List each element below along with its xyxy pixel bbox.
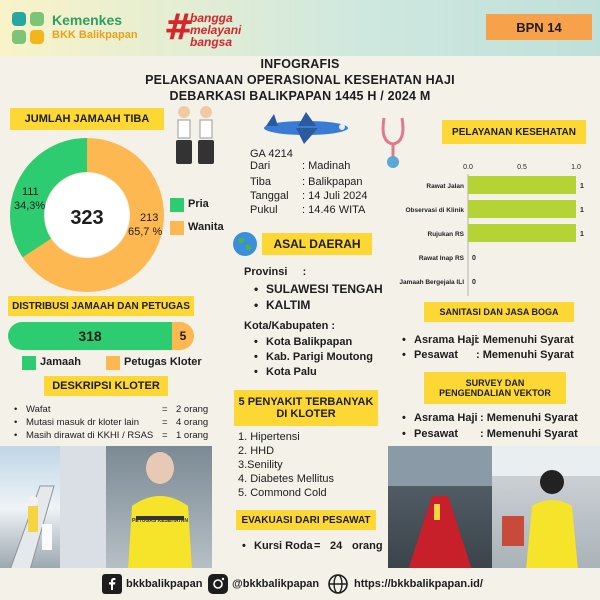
distribution-petugas-segment: 5	[172, 322, 194, 350]
kemenkes-logo-icon	[8, 8, 48, 48]
vector-row-label: • Asrama Haji	[414, 412, 478, 424]
disease-item: 3.Senility	[238, 459, 283, 471]
city-item: • Kota Palu	[266, 366, 317, 378]
sanitation-row-value: : Memenuhi Syarat	[476, 334, 574, 346]
evacuation-item: • Kursi Roda	[254, 540, 313, 552]
globe-web-icon[interactable]	[328, 574, 348, 594]
legend-male-label: Pria	[188, 198, 209, 210]
facebook-handle[interactable]: bkkbalikpapan	[126, 578, 203, 590]
distribution-bar	[8, 322, 194, 350]
chart-category-label: Jamaah Bergejala ILI	[399, 279, 464, 286]
kloter-heading: DESKRIPSI KLOTER	[44, 376, 168, 396]
evacuation-heading: EVAKUASI DARI PESAWAT	[236, 510, 376, 530]
kloter-row-label: • Wafat	[26, 404, 50, 415]
province-item: • KALTIM	[266, 298, 310, 312]
kloter-row-eq: =	[162, 404, 168, 415]
legend-male-swatch	[170, 198, 184, 212]
bpn-badge: BPN 14	[486, 14, 592, 40]
photo-airplane-stairs	[0, 446, 106, 570]
legend-female-swatch	[170, 221, 184, 235]
disease-item: 4. Diabetes Mellitus	[238, 473, 334, 485]
title-line-1: INFOGRAFIS	[260, 57, 340, 71]
distribution-jamaah-segment: 318	[8, 322, 172, 350]
chart-category-label: Observasi di Klinik	[405, 207, 464, 214]
city-item: • Kota Balikpapan	[266, 336, 352, 348]
female-count: 213	[140, 212, 159, 224]
sanitation-row-label: • Asrama Haji	[414, 334, 478, 346]
photo-terminal-red-carpet	[388, 446, 492, 570]
tagline-1: bangga	[190, 11, 233, 25]
services-heading: PELAYANAN KESEHATAN	[442, 120, 586, 144]
sanitation-heading: SANITASI DAN JASA BOGA	[424, 302, 574, 322]
arrivals-heading: JUMLAH JAMAAH TIBA	[10, 108, 164, 130]
flight-to-label: Tiba	[250, 176, 271, 188]
vector-heading	[424, 372, 566, 404]
globe-icon	[232, 231, 258, 257]
vector-row-value: : Memenuhi Syarat	[480, 428, 578, 440]
title-line-2: PELAKSANAAN OPERASIONAL KESEHATAN HAJI	[145, 73, 455, 87]
instagram-icon[interactable]	[208, 574, 228, 594]
kloter-row-value: 4 orang	[176, 417, 209, 428]
kloter-row-eq: =	[162, 430, 168, 441]
province-label: Provinsi :	[244, 266, 307, 278]
chart-tick-label: 1.0	[571, 164, 581, 171]
diseases-heading	[234, 390, 378, 426]
chart-bar	[468, 176, 576, 194]
origin-heading: ASAL DAERAH	[262, 233, 372, 255]
legend-petugas-label: Petugas Kloter	[124, 356, 202, 368]
diseases-heading-line1: 5 PENYAKIT TERBANYAK	[238, 396, 374, 408]
city-item: • Kab. Parigi Moutong	[266, 351, 373, 363]
kloter-row-value: 2 orang	[176, 404, 209, 415]
flight-date-value: : 14 Juli 2024	[302, 190, 368, 202]
brand-name: Kemenkes	[52, 12, 123, 28]
chart-data-label: 0	[472, 279, 476, 286]
cabin-illustration	[492, 446, 600, 570]
evacuation-unit: orang	[352, 540, 383, 552]
legend-female-label: Wanita	[188, 221, 224, 233]
hashtag-symbol: #	[164, 7, 195, 48]
chart-data-label: 1	[580, 231, 584, 238]
legend-petugas-swatch	[106, 356, 120, 370]
evacuation-count: 24	[330, 540, 343, 552]
chart-data-label: 0	[472, 255, 476, 262]
male-percent: 34,3%	[14, 200, 46, 212]
photo-cabin-check	[492, 446, 600, 570]
diseases-heading-line2: DI KLOTER	[276, 408, 336, 420]
vector-heading-line2: PENGENDALIAN VEKTOR	[439, 388, 551, 398]
flight-to-value: : Balikpapan	[302, 176, 363, 188]
chart-data-label: 1	[580, 183, 584, 190]
male-count: 111	[22, 186, 39, 198]
kloter-row-eq: =	[162, 417, 168, 428]
chart-tick-label: 0.5	[517, 164, 527, 171]
brand-subname: BKK Balikpapan	[52, 29, 138, 41]
flight-code: GA 4214	[250, 148, 293, 160]
travelers-icon	[170, 104, 222, 166]
facebook-icon[interactable]	[102, 574, 122, 594]
website-link[interactable]: https://bkkbalikpapan.id/	[354, 578, 483, 590]
kloter-row-value: 1 orang	[176, 430, 209, 441]
vector-heading-line1: SURVEY DAN	[465, 378, 525, 388]
arrivals-total: 323	[70, 207, 104, 229]
disease-item: 2. HHD	[238, 445, 275, 457]
title-line-3: DEBARKASI BALIKPAPAN 1445 H / 2024 M	[169, 89, 431, 103]
photo-health-officer	[106, 446, 212, 570]
instagram-handle[interactable]: @bkkbalikpapan	[232, 578, 320, 590]
stairs-illustration	[0, 446, 106, 570]
vector-row-label: • Pesawat	[414, 428, 458, 440]
kloter-row-label: • Masih dirawat di KKHI / RSAS	[26, 430, 153, 441]
chart-category-label: Rawat Inap RS	[418, 255, 464, 262]
flight-from-label: Dari	[250, 160, 271, 172]
sanitation-row-value: : Memenuhi Syarat	[476, 349, 574, 361]
female-percent: 65,7 %	[128, 226, 163, 238]
services-bar-chart	[390, 160, 596, 300]
chart-category-label: Rujukan RS	[427, 231, 464, 238]
chart-category-label: Rawat Jalan	[426, 183, 464, 190]
officer-illustration	[106, 446, 212, 570]
kloter-row-label: • Mutasi masuk dr kloter lain	[26, 417, 139, 428]
evacuation-eq: =	[314, 540, 321, 552]
tagline-2: melayani	[190, 23, 242, 37]
disease-item: 1. Hipertensi	[238, 431, 300, 443]
chart-bar	[468, 200, 576, 218]
flight-date-label: Tanggal	[250, 190, 289, 202]
chart-tick-label: 0.0	[463, 164, 473, 171]
sanitation-row-label: • Pesawat	[414, 349, 458, 361]
distribution-heading: DISTRIBUSI JAMAAH DAN PETUGAS	[8, 296, 194, 316]
flight-time-value: : 14.46 WITA	[302, 204, 366, 216]
disease-item: 5. Commond Cold	[238, 487, 327, 499]
vest-text: PETUGAS KESEHATAN	[132, 518, 188, 524]
city-label: Kota/Kabupaten :	[244, 320, 336, 332]
legend-jamaah-label: Jamaah	[40, 356, 81, 368]
flight-from-value: : Madinah	[302, 160, 351, 172]
province-item: • SULAWESI TENGAH	[266, 282, 383, 296]
chart-bar	[468, 224, 576, 242]
vector-row-value: : Memenuhi Syarat	[480, 412, 578, 424]
tagline-3: bangsa	[190, 35, 233, 49]
chart-data-label: 1	[580, 207, 584, 214]
terminal-illustration	[388, 446, 492, 570]
flight-time-label: Pukul	[250, 204, 278, 216]
airplane-icon	[256, 108, 352, 146]
legend-jamaah-swatch	[22, 356, 36, 370]
